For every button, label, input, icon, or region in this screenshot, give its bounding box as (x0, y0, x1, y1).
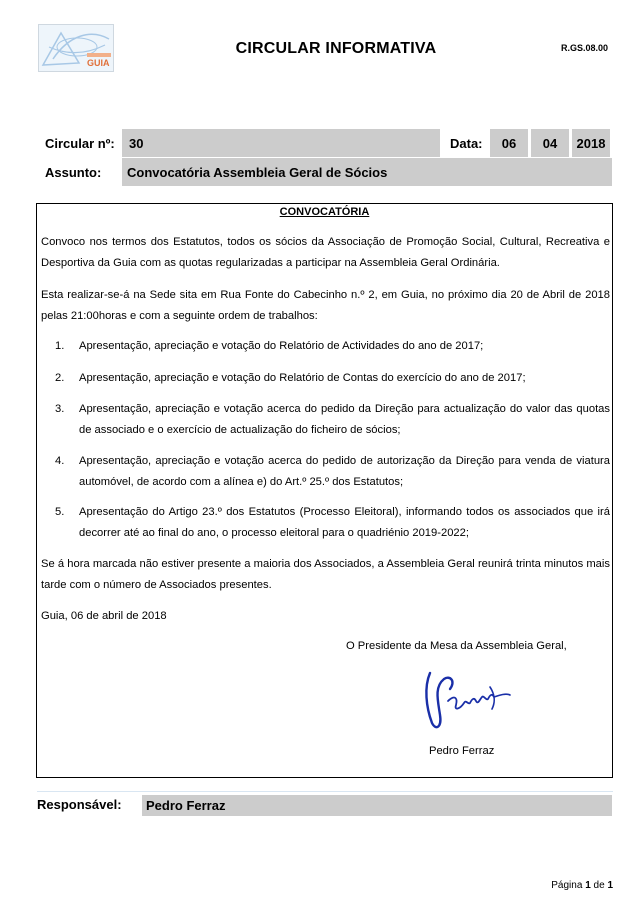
quorum-paragraph: Se á hora marcada não estiver presente a maioria dos Associados, a Assembleia Geral reunirá trinta minutos mais tarde com o número de Associados presentes. (41, 558, 610, 591)
agenda-item-number: 3. (55, 403, 65, 415)
agenda-item-number: 4. (55, 455, 65, 467)
responsible-label: Responsável: (37, 797, 122, 812)
subject-value: Convocatória Assembleia Geral de Sócios (122, 158, 612, 186)
page-of: de (593, 880, 605, 891)
agenda-item-text: Apresentação, apreciação e votação acerca do pedido da Direção para actualização do valor das quotas de associado e o exercício de actualização do ficheiro de sócios; (79, 403, 610, 436)
subject-row (38, 158, 612, 186)
place-date: Guia, 06 de abril de 2018 (41, 610, 167, 622)
date-day: 06 (490, 129, 528, 157)
circular-number-label: Circular nº: (45, 135, 115, 151)
signer-name: Pedro Ferraz (429, 745, 495, 757)
agenda-item (55, 451, 610, 493)
document-code: R.GS.08.00 (560, 43, 608, 53)
agenda-item-number: 2. (55, 372, 65, 384)
page-word: Página (551, 880, 583, 891)
agenda-item (55, 368, 610, 389)
page-current: 1 (585, 880, 591, 891)
document-title: CIRCULAR INFORMATIVA (235, 40, 437, 57)
agenda-item-text: Apresentação, apreciação e votação acerca do pedido de autorização da Direção para venda de viatura automóvel, de acordo com a alínea e) do Art.º 25.º dos Estatutos; (79, 455, 610, 488)
intro-paragraph: Convoco nos termos dos Estatutos, todos os sócios da Associação de Promoção Social, Cultural, Recreativa e Desportiva da Guia com as quotas regularizadas a participar na Assembleia Geral Ordinária. (41, 236, 610, 269)
circular-number-value: 30 (122, 129, 440, 157)
agenda-item (55, 502, 610, 544)
convocation-box (36, 203, 613, 778)
date-year: 2018 (572, 129, 610, 157)
location-paragraph: Esta realizar-se-á na Sede sita em Rua Fonte do Cabecinho n.º 2, em Guia, no próximo dia 20 de Abril de 2018 pelas 21:00horas e com a seguinte ordem de trabalhos: (41, 289, 610, 322)
handwritten-signature (420, 667, 512, 737)
responsible-value: Pedro Ferraz (142, 795, 612, 816)
agenda-item-number: 5. (55, 506, 65, 518)
agenda-item-text: Apresentação, apreciação e votação do Relatório de Contas do exercício do ano de 2017; (79, 372, 526, 384)
agenda-item-number: 1. (55, 340, 65, 352)
footer-divider (37, 791, 613, 792)
convocation-heading: CONVOCATÓRIA (279, 206, 370, 218)
agenda-item (55, 399, 610, 441)
circular-info-row (38, 129, 610, 157)
logo-text: GUIA (87, 58, 110, 68)
agenda-item-text: Apresentação, apreciação e votação do Relatório de Actividades do ano de 2017; (79, 340, 484, 352)
page-total: 1 (607, 880, 613, 891)
date-month: 04 (531, 129, 569, 157)
signer-title: O Presidente da Mesa da Assembleia Geral, (346, 640, 567, 652)
page-number (551, 880, 613, 891)
agenda-item (55, 336, 610, 357)
agenda-item-text: Apresentação do Artigo 23.º dos Estatutos (Processo Eleitoral), informando todos os associados que irá decorrer até ao final do ano, o processo eleitoral para o quadriénio 2019-2022; (79, 506, 610, 539)
date-label: Data: (450, 135, 483, 151)
subject-label: Assunto: (45, 164, 102, 180)
